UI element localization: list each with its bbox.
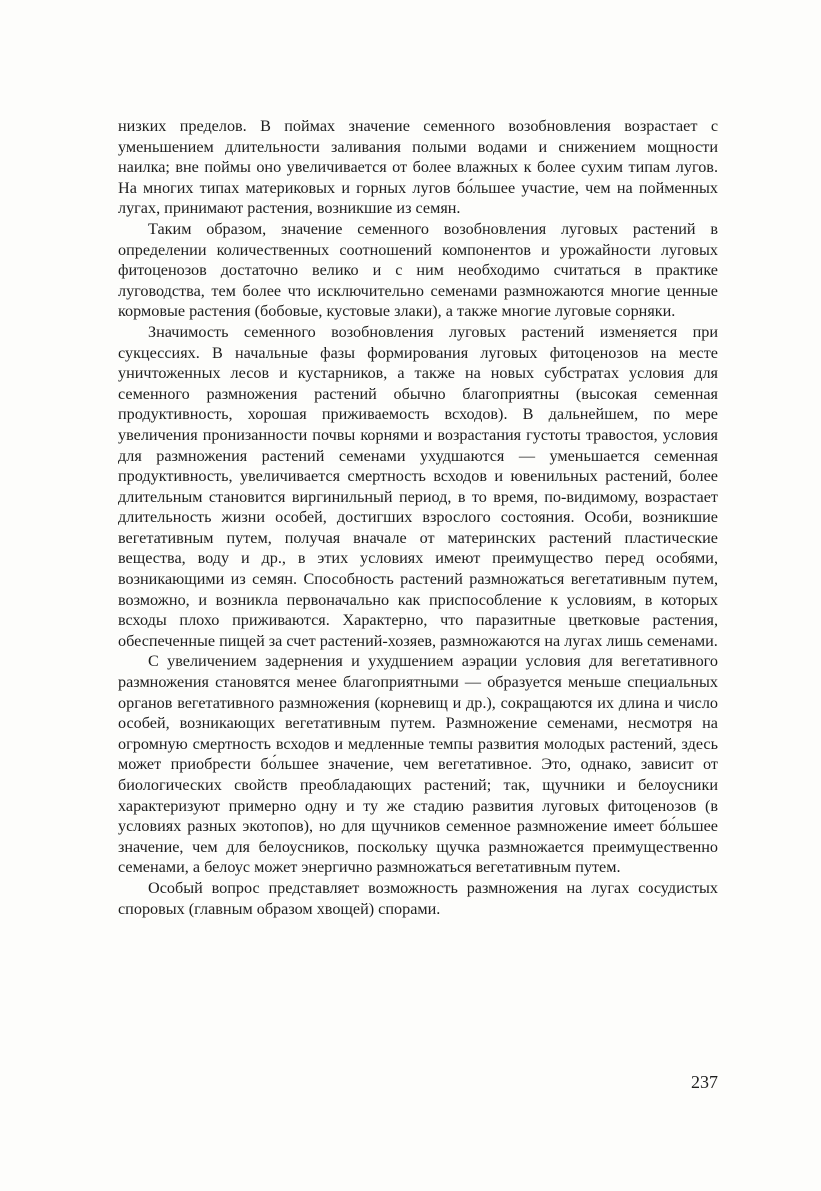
page-number: 237 — [691, 1072, 718, 1092]
paragraph-4: С увеличением задернения и ухудшением аэрации условия для вегетативного размножения становятся менее благоприятными — образуется меньше специальных органов вегетативного размножения (корневищ и др.), сокращаются их длина и число особей, возникающих вегетативным путем. Размножение семенами, несмотря на огромную смертность всходов и медленные темпы развития молодых растений, здесь может приобрести бо́льшее значение, чем вегетативное. Это, однако, зависит от биологических свойств преобладающих растений; так, щучники и белоусники характеризуют примерно одну и ту же стадию развития луговых фитоценозов (в условиях разных экотопов), но для щучников семенное размножение имеет бо́льшее значение, чем для белоусников, поскольку щучка размножается преимущественно семенами, а белоус может энергично размножаться вегетативным путем. — [118, 652, 718, 877]
body-text — [118, 116, 718, 919]
paragraph-3: Значимость семенного возобновления луговых растений изменяется при сукцессиях. В начальные фазы формирования луговых фитоценозов на месте уничтоженных лесов и кустарников, а также на новых субстратах условия для семенного размножения растений обычно благоприятны (высокая семенная продуктивность, хорошая приживаемость всходов). В дальнейшем, по мере увеличения пронизанности почвы корнями и возрастания густоты травостоя, условия для размножения растений семенами ухудшаются — уменьшается семенная продуктивность, увеличивается смертность всходов и ювенильных растений, более длительным становится виргинильный период, в то время, по-видимому, возрастает длительность жизни особей, достигших взрослого состояния. Особи, возникшие вегетативным путем, получая вначале от материнских растений пластические вещества, воду и др., в этих условиях имеют преимущество перед особями, возникающими из семян. Способность растений размножаться вегетативным путем, возможно, и возникла первоначально как приспособление к условиям, в которых всходы плохо приживаются. Характерно, что паразитные цветковые растения, обеспеченные пищей за счет растений-хозяев, размножаются на лугах лишь семенами. — [118, 322, 718, 650]
paragraph-5: Особый вопрос представляет возможность размножения на лугах сосудистых споровых (главным образом хвощей) спорами. — [118, 878, 718, 918]
paragraph-2: Таким образом, значение семенного возобновления луговых растений в определении количественных соотношений компонентов и урожайности луговых фитоценозов достаточно велико и с ним необходимо считаться в практике луговодства, тем более что исключительно семенами размножаются многие ценные кормовые растения (бобовые, кустовые злаки), а также многие луговые сорняки. — [118, 219, 718, 321]
paragraph-1: низких пределов. В поймах значение семенного возобновления возрастает с уменьшением длительности заливания полыми водами и снижением мощности наилка; вне поймы оно увеличивается от более влажных к более сухим типам лугов. На многих типах материковых и горных лугов бо́льшее участие, чем на пойменных лугах, принимают растения, возникшие из семян. — [118, 117, 718, 218]
